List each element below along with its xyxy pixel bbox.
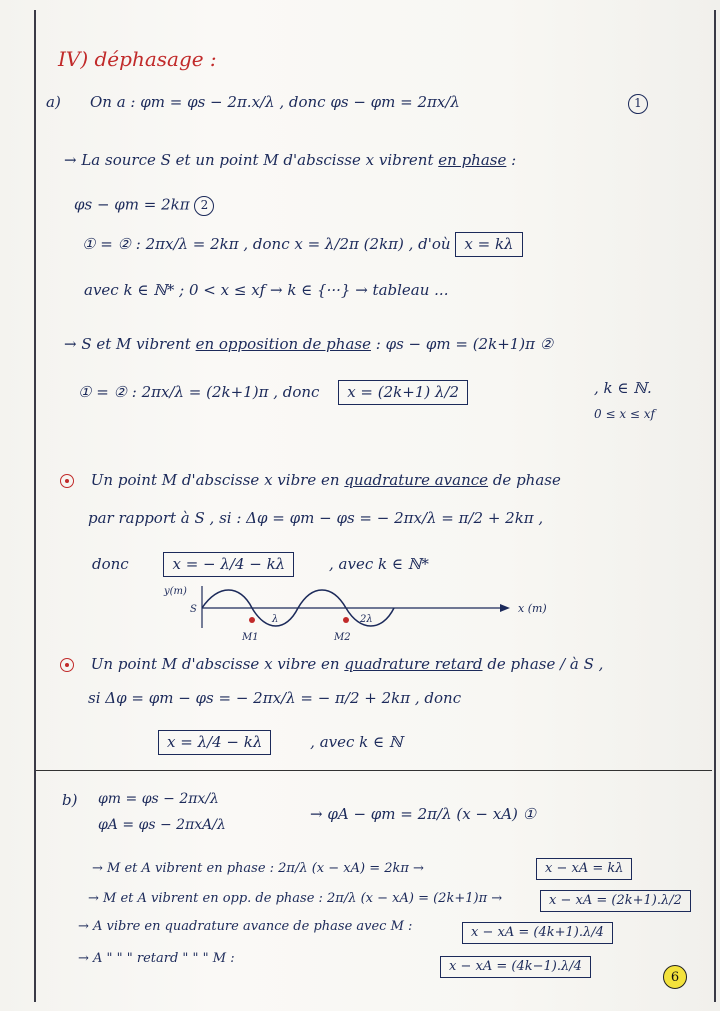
quad-delay-line2: si Δφ = φm − φs = − 2πx/λ = − π/2 + 2kπ , donc [88,689,462,707]
b-in-phase: → M et A vibrent en phase : 2π/λ (x − xA) = 2kπ → [92,861,424,876]
opposition-derivation: ① = ② : 2πx/λ = (2k+1)π , donc x = (2k+1) λ/2 [78,380,468,405]
quad-delay-lead: Un point M d'abscisse x vibre en quadrature retard de phase / à S , [60,656,603,673]
system-eq-1: φm = φs − 2πx/λ [98,791,219,807]
b-opposition: → M et A vibrent en opp. de phase : 2π/λ (x − xA) = (2k+1)π → [88,891,503,906]
eq1-marker: 1 [628,94,648,114]
quad-advance-keyword: quadrature avance [344,471,489,489]
section-title: IV) déphasage : [58,47,217,71]
page-number-badge: 6 [663,965,687,989]
quad-advance-lead: Un point M d'abscisse x vibre en quadrature avance de phase [60,472,561,489]
in-phase-result: x = kλ [455,232,522,257]
point-m1 [249,617,255,623]
x-label: x (m) [518,602,547,615]
part-a-label: a) [46,93,61,111]
b-opposition-result: x − xA = (2k+1).λ/2 [540,890,691,912]
quad-advance-line2: par rapport à S , si : Δφ = φm − φs = − 2πx/λ = π/2 + 2kπ , [88,509,544,527]
quad-delay-result: x = λ/4 − kλ [158,730,271,755]
x-axis-arrow-icon [500,604,510,612]
quad-delay-result-row: x = λ/4 − kλ , avec k ∈ ℕ [158,730,403,755]
bullet-icon [60,658,74,672]
phase-graph [160,582,580,644]
in-phase-range: avec k ∈ ℕ* ; 0 < x ≤ xf → k ∈ {···} → tableau ... [84,281,449,299]
bullet-icon [60,474,74,488]
quad-delay-keyword: quadrature retard [344,655,483,673]
in-phase-lead: → La source S et un point M d'abscisse x vibrent en phase : [64,151,517,169]
section-divider [36,770,712,771]
label-m1: M1 [242,632,259,643]
in-phase-condition: φs − φm = 2kπ 2 [74,196,214,216]
y-label: y(m) [164,586,187,597]
b-in-phase-result: x − xA = kλ [536,858,632,880]
quad-advance-result-row: donc x = − λ/4 − kλ , avec k ∈ ℕ* [92,552,429,577]
opposition-keyword: en opposition de phase [195,335,371,353]
part-a-intro [90,94,460,111]
intro-text: On a : φm = φs − 2π.x/λ , donc φs − φm = 2πx/λ [90,93,460,111]
origin-label: S [190,604,197,615]
label-m2: M2 [334,632,351,643]
part-b-label: b) [62,791,78,809]
b-quad-delay-result: x − xA = (4k−1).λ/4 [440,956,591,978]
b-quad-advance: → A vibre en quadrature avance de phase avec M : [78,919,413,934]
in-phase-keyword: en phase [438,151,507,169]
part-b-diff: → φA − φm = 2π/λ (x − xA) ① [310,805,537,823]
b-quad-advance-result: x − xA = (4k+1).λ/4 [462,922,613,944]
system-eq-2: φA = φs − 2πxA/λ [98,817,226,833]
opposition-lead: → S et M vibrent en opposition de phase : φs − φm = (2k+1)π ② [64,335,554,353]
quad-advance-result: x = − λ/4 − kλ [163,552,294,577]
opposition-result: x = (2k+1) λ/2 [338,380,468,405]
b-quad-delay: → A " " " retard " " " M : [78,951,235,966]
tick-2lambda: 2λ [360,614,373,625]
tick-lambda: λ [272,614,279,625]
opposition-range-a: , k ∈ ℕ. [594,379,652,397]
opposition-range-b: 0 ≤ x ≤ xf [594,407,655,421]
in-phase-derivation: ① = ② : 2πx/λ = 2kπ , donc x = λ/2π (2kπ) , d'où x = kλ [82,232,523,257]
point-m2 [343,617,349,623]
